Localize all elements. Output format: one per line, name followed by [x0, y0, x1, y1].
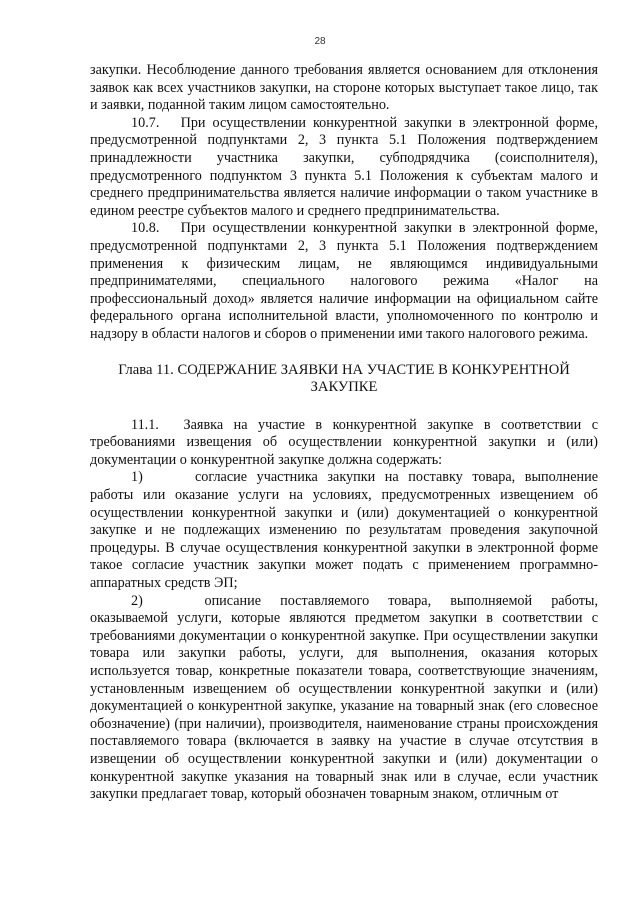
page-number: 28 — [314, 36, 326, 47]
document-body — [90, 62, 598, 804]
paragraph-10-7: 10.7. При осуществлении конкурентной закупки в электронной форме, предусмотренной подпунктами 2, 3 пункта 5.1 Положения подтверждением принадлежности участника закупки, субподрядчика (соисполнителя), предусмотренного подпунктом 3 пункта 5.1 Положения к субъектам малого и среднего предпринимательства является наличие информации о таком участнике в едином реестре субъектов малого и среднего предпринимательства. — [90, 114, 598, 219]
list-item-1: 1) согласие участника закупки на поставку товара, выполнение работы или оказание услуги на условиях, предусмотренных извещением об осуществлении конкурентной закупки и (или) документацией о конкурентной закупке и не подлежащих изменению по результатам проведения закупочной процедуры. В случае осуществления конкурентной закупки в электронной форме такое согласие участник закупки может подать с применением программно-аппаратных средств ЭП; — [90, 469, 598, 592]
list-item-2: 2) описание поставляемого товара, выполняемой работы, оказываемой услуги, которые являются предметом закупки в соответствии с требованиями документации о конкурентной закупке. При осуществлении закупки товара или закупки работы, услуги, для выполнения, оказания которых используется товар, конкретные показатели товара, соответствующие значениям, установленным извещением об осуществлении конкурентной закупки и (или) документацией о конкурентной закупке, указание на товарный знак (его словесное обозначение) (при наличии), производителя, наименование страны происхождения поставляемого товара (включается в заявку на участие в случае отсутствия в извещении об осуществлении конкурентной закупки и (или) документации о конкурентной закупке указания на товарный знак или в случае, если участник закупки предлагает товар, который обозначен товарным знаком, отличным от — [90, 592, 598, 803]
paragraph-continuation: закупки. Несоблюдение данного требования является основанием для отклонения заявок как всех участников закупки, на стороне которых выступает такое лицо, так и заявки, поданной таким лицом самостоятельно. — [90, 62, 598, 114]
paragraph-11-1: 11.1. Заявка на участие в конкурентной закупке в соответствии с требованиями извещения об осуществлении конкурентной закупки и (или) документации о конкурентной закупке должна содержать: — [90, 416, 598, 468]
chapter-heading: Глава 11. СОДЕРЖАНИЕ ЗАЯВКИ НА УЧАСТИЕ В КОНКУРЕНТНОЙ ЗАКУПКЕ — [118, 361, 570, 396]
paragraph-10-8: 10.8. При осуществлении конкурентной закупки в электронной форме, предусмотренной подпунктами 2, 3 пункта 5.1 Положения подтверждением применения к физическим лицам, не являющимся индивидуальными предпринимателями, специального налогового режима «Налог на профессиональный доход» является наличие информации на официальном сайте федерального органа исполнительной власти, уполномоченного по контролю и надзору в области налогов и сборов о применении ими такого налогового режима. — [90, 220, 598, 342]
